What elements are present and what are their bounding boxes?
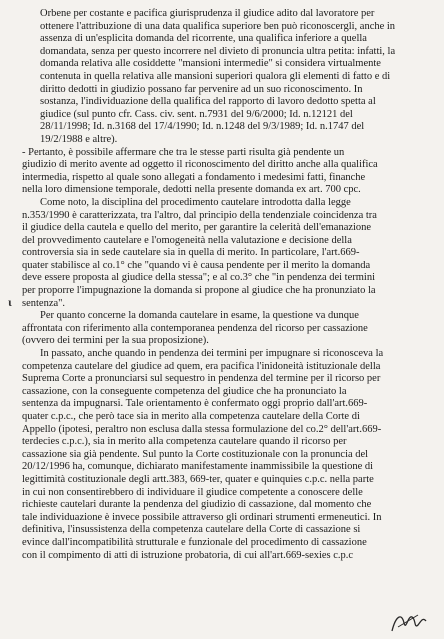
text-line: ottenere l'attribuzione di una data qualifica superiore ben può riconoscergli, anche in <box>40 20 396 32</box>
text-line: - Pertanto, è possibile affermare che tra le stesse parti risulta già pendente un <box>22 146 345 158</box>
text-line: 20/12/1996 ha, comunque, dichiarato manifestamente inammissibile la questione di <box>22 461 374 473</box>
text-line: definitiva, l'insussistenza della competenza cautelare della Corte di cassazione si <box>22 524 361 536</box>
text-line: domanda relativa alle cosiddette "mansioni intermedie" si considera virtualmente <box>40 58 381 70</box>
text-line: controversia sia in sede cautelare sia in quella di merito. In particolare, l'art.669- <box>22 247 360 259</box>
paragraph-5 <box>22 348 426 562</box>
text-line: affrontata con riferimento alla contemporanea pendenza del ricorso per cassazione <box>22 322 368 334</box>
text-line: Orbene per costante e pacifica giurisprudenza il giudice adito dal lavoratore per <box>40 8 375 19</box>
text-line: In passato, anche quando in pendenza dei termini per impugnare si riconosceva la <box>40 348 384 360</box>
text-line: nella loro dimensione temporale, dedotti nella presente domanda ex art. 700 cpc. <box>22 184 361 196</box>
text-line: in cui non consentirebbero di individuare il giudice competente a conoscere delle <box>22 486 363 498</box>
text-line: sentenza". <box>22 297 66 309</box>
text-line: giudizio di merito avente ad oggetto il riconoscimento del diritto anche alla qualifica <box>22 159 378 171</box>
text-line: deve essere proposta al giudice della stessa"; e al co.3° che "in pendenza dei termini <box>22 272 376 284</box>
paragraph-4 <box>22 310 426 348</box>
text-line: Appello (ipotesi, peraltro non esclusa dalla stessa formulazione del co.2° dell'art.669- <box>22 423 382 435</box>
text-line: il giudice della cautela e quello del merito, per garantire la celerità dell'emanazione <box>22 222 372 234</box>
handwritten-signature <box>388 609 430 635</box>
margin-check-mark: ɩ <box>8 295 12 309</box>
text-line: cassazione, con la conseguente competenza del giudice che ha pronunciato la <box>22 385 347 397</box>
paragraph-2 <box>22 147 426 197</box>
text-line: giudice (sul punto cfr. Cass. civ. sent. n.7931 del 9/6/2000; Id. n.12121 del <box>40 108 353 120</box>
text-line: terdecies c.p.c.), sia in merito alla competenza cautelare quando il ricorso per <box>22 436 347 448</box>
text-line: sostanza, l'individuazione della qualifica del rapporto di lavoro dedotto spetta al <box>40 96 376 108</box>
text-line: evince dall'incompatibilità strutturale e funzionale del procedimento di cassazione <box>22 536 367 548</box>
text-line: sentenza da impugnarsi. Tale orientamento è confermato oggi proprio dall'art.669- <box>22 398 368 410</box>
text-line: contenuta in quella relativa alle mansioni superiori qualora gli elementi di fatto e di <box>40 70 391 82</box>
text-line: quater c.p.c., che però tace sia in merito alla competenza cautelare della Corte di <box>22 411 360 422</box>
document-page <box>22 8 426 562</box>
text-line: con il compimento di atti di istruzione probatoria, di cui all'art.669-sexies c.p.c <box>22 549 354 561</box>
text-line: 19/2/1988 e altre). <box>40 133 118 145</box>
text-line: assenza di un'esplicita domanda del ricorrente, una qualifica inferiore a quella <box>40 33 367 45</box>
text-line: domandata, senza per questo incorrere nel divieto di pronuncia ultra petita: infatti, la <box>40 45 396 57</box>
text-line: quater stabilisce al co.1° che "quando vi è causa pendente per il merito la domanda <box>22 259 371 271</box>
text-line: richieste cautelari durante la pendenza del giudizio di cassazione, dal momento che <box>22 499 372 511</box>
paragraph-3 <box>22 197 426 310</box>
text-line: intermedia, rispetto al quale sono allegati a fondamento i medesimi fatti, finanche <box>22 171 366 183</box>
text-line: Suprema Corte a pronunciarsi sul sequestro in pendenza del termine per il ricorso per <box>22 373 381 385</box>
paragraph-1 <box>22 8 426 147</box>
text-line: legittimità costituzionale degli artt.383, 669-ter, quater e quinquies c.p.c. nella parte <box>22 473 374 485</box>
text-line: Come noto, la disciplina del procedimento cautelare introdotta dalla legge <box>40 196 351 208</box>
text-line: competenza cautelare del giudice ad quem, era pacifica l'inidoneità istituzionale della <box>22 360 381 372</box>
text-line: per proporre l'impugnazione la domanda si propone al giudice che ha pronunziato la <box>22 285 376 297</box>
text-line: tale individuazione è invece possibile attraverso gli ordinari strumenti ermeneutici. In <box>22 511 382 523</box>
text-line: (ovvero dei termini per la sua proposizione). <box>22 335 209 347</box>
text-line: cassazione sia già pendente. Sul punto la Corte costituzionale con la pronuncia del <box>22 448 369 460</box>
text-line: Per quanto concerne la domanda cautelare in esame, la questione va dunque <box>40 310 359 322</box>
text-line: n.353/1990 è caratterizzata, tra l'altro, dal principio della tendenziale coincidenza tra <box>22 209 377 221</box>
text-line: del provvedimento cautelare e l'omogeneità nella valutazione e decisione della <box>22 234 352 246</box>
text-line: 28/11/1998; Id. n.3168 del 17/4/1990; Id. n.1248 del 9/3/1989; Id. n.1747 del <box>40 121 365 133</box>
text-line: diritto dedotti in giudizio possano far pervenire ad un suo riconoscimento. In <box>40 83 363 95</box>
